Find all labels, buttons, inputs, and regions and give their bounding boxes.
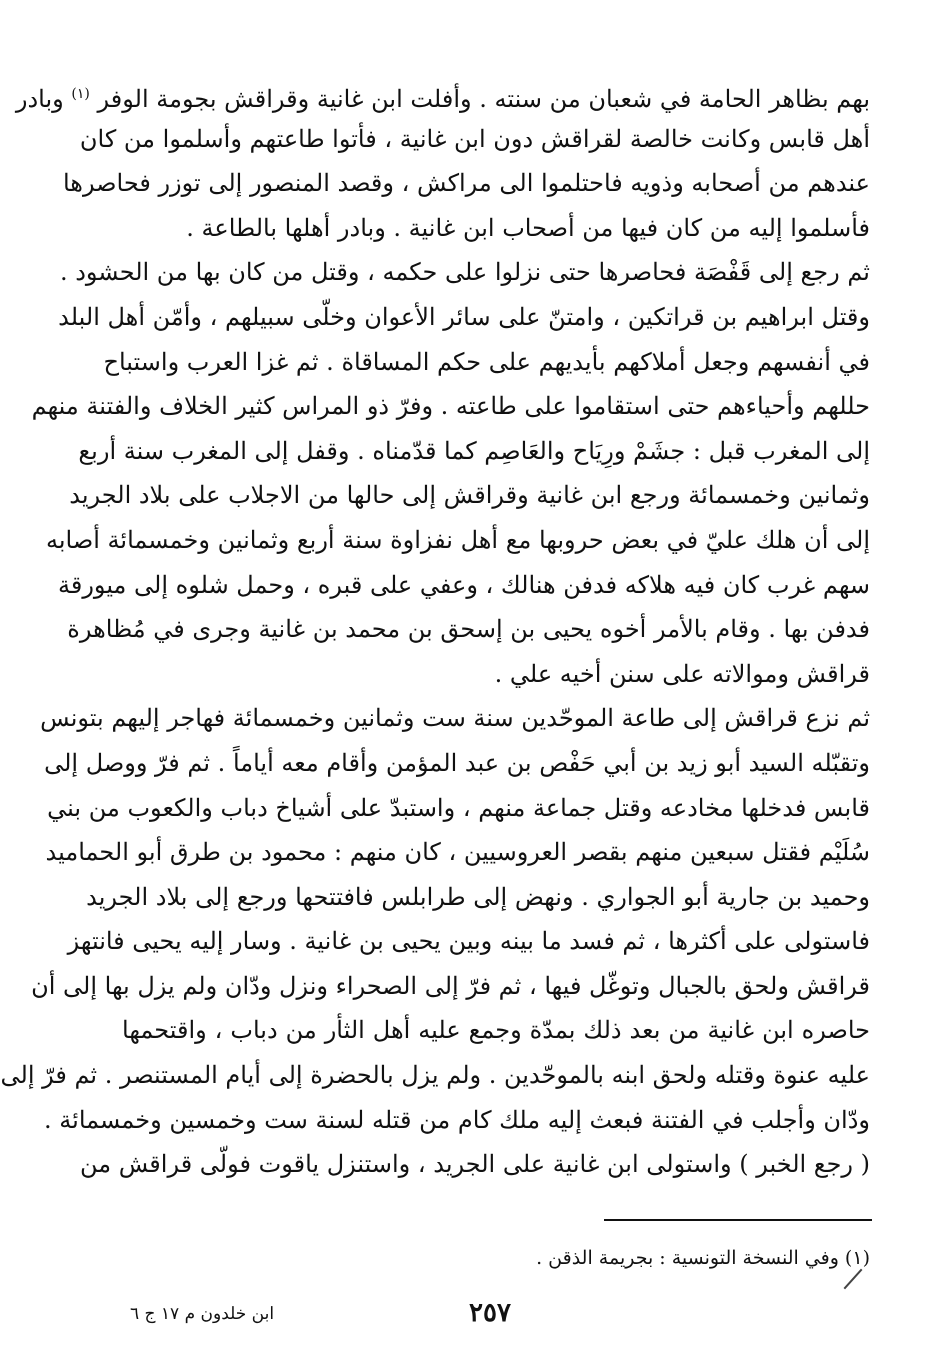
text-line-25: ( رجع الخبر ) واستولى ابن غانية على الجريد ، واستنزل ياقوت فولّى قراقش من — [79, 1150, 870, 1179]
text-line-1-content: بهم بظاهر الحامة في شعبان من سنته . وأفلت ابن غانية وقراقش بجومة الوفر — [97, 85, 870, 113]
text-line-23: عليه عنوة وقتله ولحق ابنه بالموحّدين . ولم يزل بالحضرة إلى أيام المستنصر . ثم فرّ إلى — [0, 1061, 870, 1090]
text-line-1 — [15, 72, 870, 117]
text-line-15: ثم نزع قراقش إلى طاعة الموحّدين سنة ست وثمانين وخمسمائة فهاجر إليهم بتونس — [40, 704, 870, 733]
text-line-22: حاصره ابن غانية من بعد ذلك بمدّة وجمع عليه أهل الثأر من دباب ، واقتحمها — [122, 1016, 870, 1045]
main-text — [0, 72, 870, 1187]
page-number: ٢٥٧ — [469, 1298, 511, 1328]
footnote: (١) وفي النسخة التونسية : بجريمة الذقن . — [536, 1247, 870, 1269]
text-line-11: إلى أن هلك عليّ في بعض حروبها مع أهل نفزاوة سنة أربع وثمانين وخمسمائة أصابه — [46, 525, 870, 554]
text-line-12: سهم غرب كان فيه هلاكه فدفن هنالك ، وعفي على قبره ، وحمل شلوه إلى ميورقة — [57, 570, 870, 599]
text-line-10: وثمانين وخمسمائة ورجع ابن غانية وقراقش إلى حالها من الاجلاب على بلاد الجريد — [69, 481, 870, 510]
text-line-14: قراقش وموالاته على سنن أخيه علي . — [494, 659, 870, 688]
footnote-reference: (١) — [71, 86, 90, 102]
text-line-3: عندهم من أصحابه وذويه فاحتلموا الى مراكش ، وقصد المنصور إلى توزر فحاصرها — [62, 169, 870, 198]
text-line-13: فدفن بها . وقام بالأمر أخوه يحيى بن إسحق بن محمد بن غانية وجرى في مُظاهرة — [67, 615, 870, 644]
text-line-24: ودّان وأجلب في الفتنة فبعث إليه ملك كام من قتله لسنة ست وخمسين وخمسمائة . — [44, 1105, 870, 1134]
signature-line: ابن خلدون م ١٧ ج ٦ — [130, 1304, 275, 1324]
footnote-divider — [604, 1219, 872, 1221]
text-line-7: في أنفسهم وجعل أملاكهم بأيديهم على حكم المساقاة . ثم غزا العرب واستباح — [103, 347, 870, 376]
text-line-1-tail: وبادر — [15, 85, 64, 113]
text-line-5: ثم رجع إلى قَفْصَة فحاصرها حتى نزلوا على حكمه ، وقتل من كان بها من الحشود . — [59, 258, 870, 287]
text-line-17: قابس فدخلها مخادعه وقتل جماعة منهم ، واستبدّ على أشياخ دباب والكعوب من بني — [47, 793, 870, 822]
text-line-20: فاستولى على أكثرها ، ثم فسد ما بينه وبين يحيى بن غانية . وسار إليه يحيى فانتهز — [67, 927, 870, 956]
text-line-21: قراقش ولحق بالجبال وتوغّل فيها ، ثم فرّ إلى الصحراء ونزل ودّان ولم يزل بها إلى أن — [31, 971, 870, 1000]
text-line-16: وتقبّله السيد أبو زيد بن أبي حَفْص بن عبد المؤمن وأقام معه أياماً . ثم فرّ ووصل إلى — [44, 748, 870, 777]
text-line-8: حللهم وأحياءهم حتى استقاموا على طاعته . وفرّ ذو المراس كثير الخلاف والفتنة منهم — [31, 392, 870, 421]
text-line-18: سُلَيْم فقتل سبعين منهم بقصر العروسيين ، كان منهم : محمود بن طرق أبو الحماميد — [45, 838, 870, 867]
text-line-6: وقتل ابراهيم بن قراتكين ، وامتنّ على سائر الأعوان وخلّى سبيلهم ، وأمّن أهل البلد — [58, 302, 870, 331]
text-line-9: إلى المغرب قبل : جشَمْ ورِيَاح والعَاصِم كما قدّمناه . وقفل إلى المغرب سنة أربع — [78, 436, 870, 465]
text-line-19: وحميد بن جارية أبو الجواري . ونهض إلى طرابلس فافتتحها ورجع إلى بلاد الجريد — [86, 882, 870, 911]
text-line-4: فأسلموا إليه من كان فيها من أصحاب ابن غانية . وبادر أهلها بالطاعة . — [186, 213, 870, 242]
text-line-2: أهل قابس وكانت خالصة لقراقش دون ابن غانية ، فأتوا طاعتهم وأسلموا من كان — [79, 124, 870, 153]
